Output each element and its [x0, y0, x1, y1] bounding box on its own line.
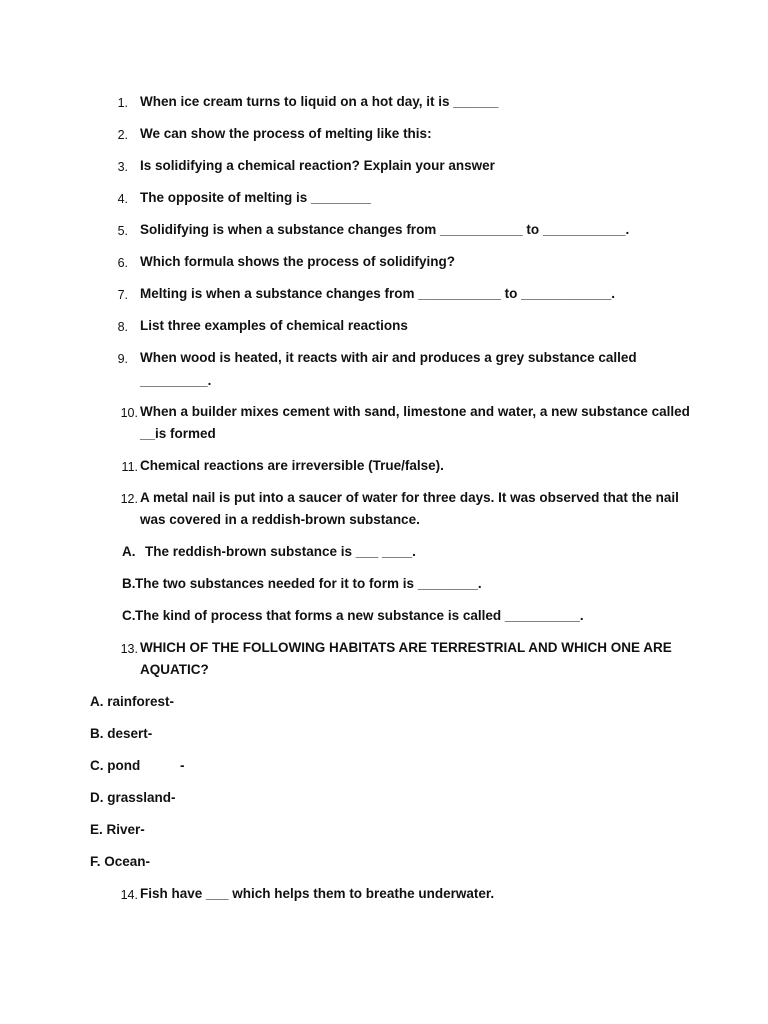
habitat-item: D. grassland-: [90, 790, 176, 805]
sub-part-letter: B.: [122, 576, 136, 591]
question-1-text: When ice cream turns to liquid on a hot day, it is ______: [140, 94, 499, 109]
question-13-text: WHICH OF THE FOLLOWING HABITATS ARE TERRESTRIAL AND WHICH ONE ARE: [140, 640, 672, 655]
question-10-text-cont: __is formed: [140, 426, 216, 441]
sub-part-a-text: The reddish-brown substance is ___ ____.: [145, 544, 416, 559]
question-number: 1.: [117, 96, 128, 110]
question-number: 11.: [121, 460, 138, 474]
question-number: 13.: [120, 642, 138, 656]
question-number: 5.: [117, 224, 128, 238]
question-10-text: When a builder mixes cement with sand, limestone and water, a new substance called: [140, 404, 690, 419]
habitat-item: E. River-: [90, 822, 145, 837]
question-number: 4.: [117, 192, 128, 206]
question-number: 6.: [117, 256, 128, 270]
question-number: 9.: [117, 352, 128, 366]
question-number: 12.: [120, 492, 138, 506]
question-4-text: The opposite of melting is ________: [140, 190, 372, 205]
habitat-dash: -: [180, 758, 185, 773]
question-number: 2.: [117, 128, 128, 142]
question-5-text: Solidifying is when a substance changes from ___________ to ___________.: [140, 222, 630, 237]
sub-part-b-text: The two substances needed for it to form is ________.: [135, 576, 482, 591]
question-number: 10.: [120, 406, 138, 420]
habitat-item: F. Ocean-: [90, 854, 151, 869]
question-13-text-cont: AQUATIC?: [140, 662, 209, 677]
question-8-text: List three examples of chemical reactions: [140, 318, 408, 333]
question-14-text: Fish have ___ which helps them to breathe underwater.: [140, 886, 495, 901]
question-12-text: A metal nail is put into a saucer of water for three days. It was observed that the nail: [140, 490, 679, 505]
sub-part-c-text: The kind of process that forms a new substance is called __________.: [135, 608, 584, 623]
question-6-text: Which formula shows the process of solidifying?: [140, 254, 456, 269]
question-3-text: Is solidifying a chemical reaction? Explain your answer: [140, 158, 495, 173]
question-9-text: When wood is heated, it reacts with air and produces a grey substance called: [140, 350, 637, 365]
sub-part-letter: C.: [122, 608, 136, 623]
question-12-text-cont: was covered in a reddish-brown substance.: [140, 512, 420, 527]
question-number: 8.: [117, 320, 128, 334]
question-9-text-cont: _________.: [140, 373, 212, 388]
question-11-text: Chemical reactions are irreversible (True/false).: [140, 458, 444, 473]
question-number: 3.: [117, 160, 128, 174]
sub-part-letter: A.: [122, 544, 136, 559]
question-7-text: Melting is when a substance changes from ___________ to ____________.: [140, 286, 615, 301]
habitat-item: C. pond: [90, 758, 141, 773]
habitat-item: A. rainforest-: [90, 694, 175, 709]
question-number: 14.: [120, 888, 138, 902]
question-2-text: We can show the process of melting like this:: [140, 126, 432, 141]
habitat-item: B. desert-: [90, 726, 153, 741]
question-number: 7.: [117, 288, 128, 302]
